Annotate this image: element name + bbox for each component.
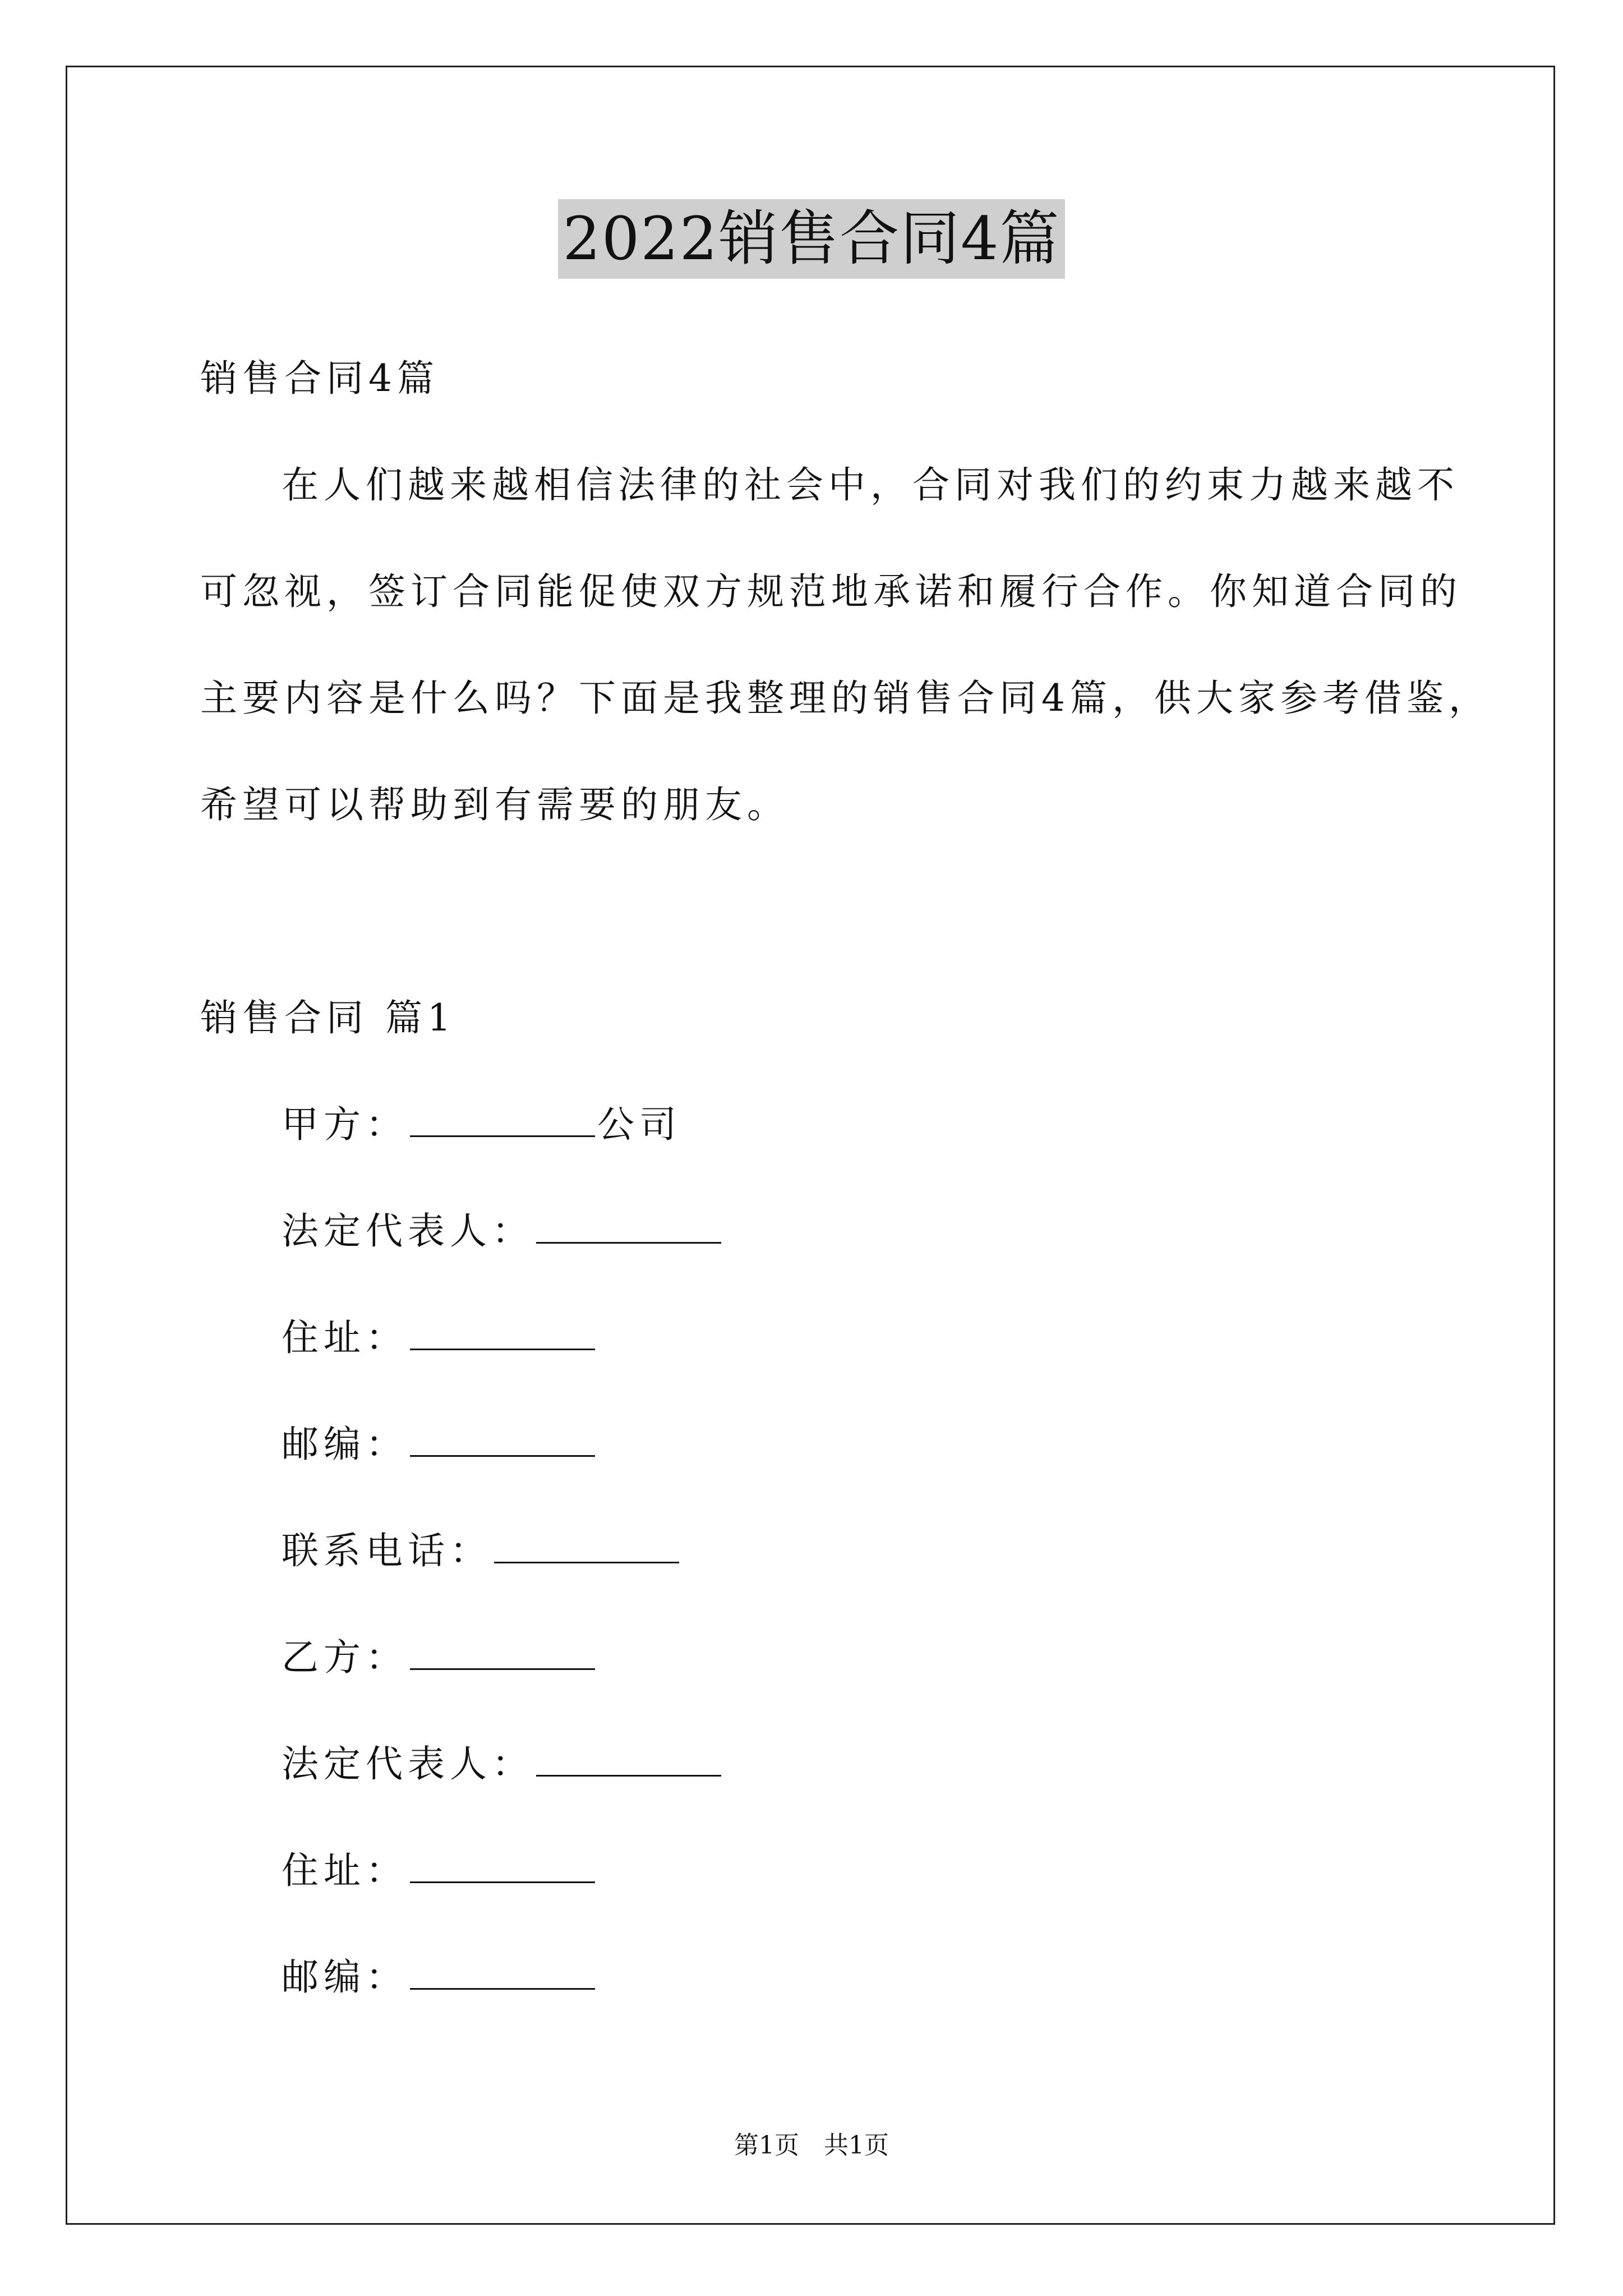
document-subtitle: 销售合同4篇 bbox=[200, 357, 439, 400]
party-a-blank bbox=[410, 1103, 595, 1137]
party-b-blank bbox=[410, 1636, 595, 1670]
address-a-row bbox=[282, 1313, 597, 1363]
legal-rep-a-row bbox=[282, 1206, 723, 1257]
legal-rep-a-label: 法定代表人： bbox=[282, 1209, 534, 1253]
party-a-label: 甲方： bbox=[282, 1103, 408, 1146]
phone-label: 联系电话： bbox=[282, 1529, 492, 1572]
document-title: 2022销售合同4篇 bbox=[558, 199, 1064, 279]
title-container bbox=[0, 199, 1623, 279]
address-a-blank bbox=[410, 1316, 595, 1350]
postcode-b-blank bbox=[410, 1955, 595, 1990]
postcode-a-row bbox=[282, 1419, 597, 1470]
address-b-row bbox=[282, 1846, 597, 1896]
address-b-blank bbox=[410, 1849, 595, 1883]
address-b-label: 住址： bbox=[282, 1849, 408, 1892]
legal-rep-a-blank bbox=[536, 1209, 721, 1244]
intro-line-4: 希望可以帮助到有需要的朋友。 bbox=[200, 783, 789, 826]
postcode-a-blank bbox=[410, 1423, 595, 1457]
postcode-a-label: 邮编： bbox=[282, 1423, 408, 1466]
intro-line-1: 在人们越来越相信法律的社会中，合同对我们的约束力越来越不 bbox=[282, 463, 1459, 507]
phone-row bbox=[282, 1526, 681, 1576]
party-a-suffix: 公司 bbox=[597, 1103, 681, 1146]
legal-rep-b-blank bbox=[536, 1742, 721, 1777]
page-footer: 第1页 共1页 bbox=[734, 2131, 889, 2160]
party-b-label: 乙方： bbox=[282, 1636, 408, 1679]
legal-rep-b-row bbox=[282, 1739, 723, 1789]
postcode-b-row bbox=[282, 1952, 597, 2003]
legal-rep-b-label: 法定代表人： bbox=[282, 1742, 534, 1786]
intro-line-2: 可忽视，签订合同能促使双方规范地承诺和履行合作。你知道合同的 bbox=[200, 570, 1462, 613]
address-a-label: 住址： bbox=[282, 1316, 408, 1359]
party-b-row bbox=[282, 1632, 597, 1683]
postcode-b-label: 邮编： bbox=[282, 1955, 408, 1999]
intro-line-3: 主要内容是什么吗？下面是我整理的销售合同4篇，供大家参考借鉴， bbox=[200, 677, 1491, 720]
section-heading: 销售合同 篇1 bbox=[200, 996, 456, 1039]
phone-blank bbox=[494, 1529, 679, 1563]
party-a-row bbox=[282, 1099, 681, 1150]
